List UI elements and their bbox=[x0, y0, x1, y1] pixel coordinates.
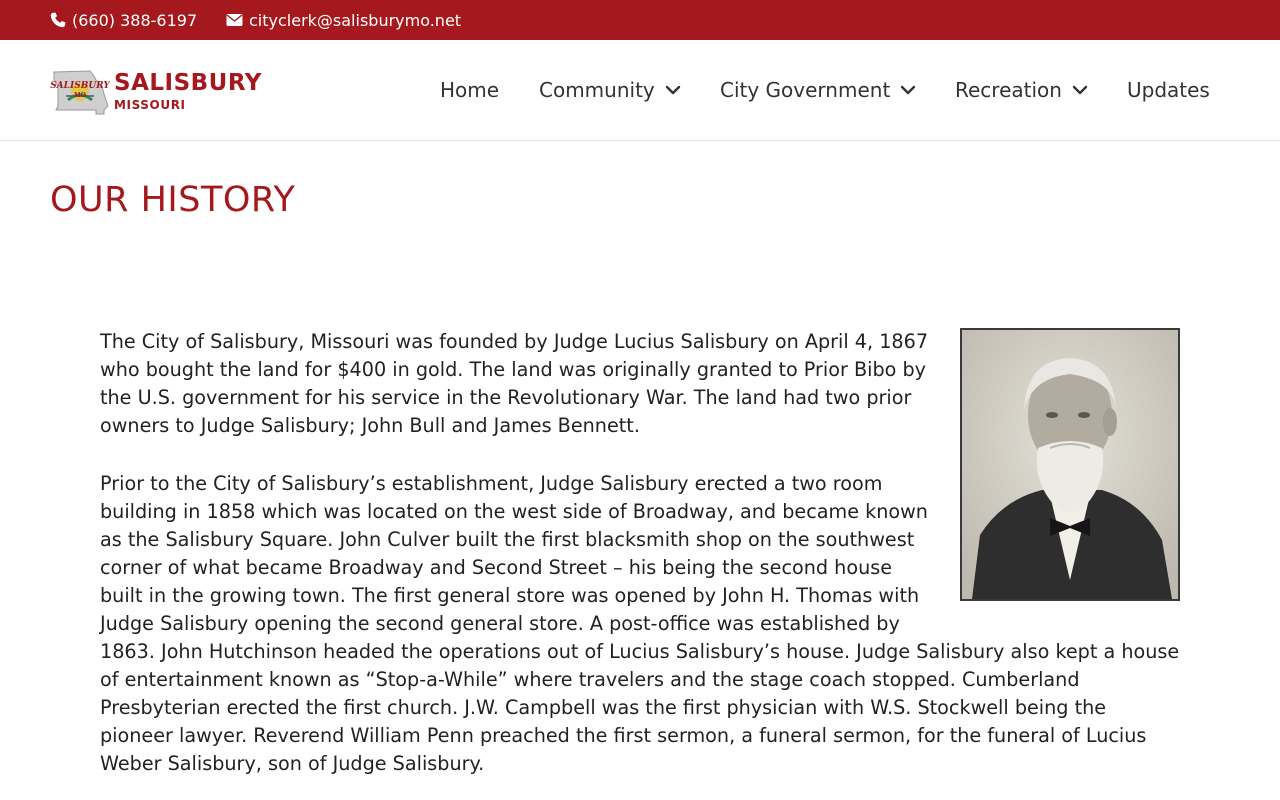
page-title: OUR HISTORY bbox=[50, 180, 296, 220]
chevron-down-icon bbox=[1072, 85, 1088, 95]
chevron-down-icon bbox=[900, 85, 916, 95]
phone-number: (660) 388-6197 bbox=[72, 10, 198, 30]
email-link[interactable] bbox=[226, 0, 461, 40]
phone-icon bbox=[50, 12, 66, 28]
top-contact-bar bbox=[0, 0, 1280, 40]
logo-subtitle: MISSOURI bbox=[114, 97, 186, 112]
nav-item-label: Updates bbox=[1127, 78, 1210, 102]
history-content bbox=[100, 328, 1180, 800]
logo-wordmark bbox=[114, 69, 262, 112]
nav-item-community[interactable] bbox=[539, 40, 681, 140]
history-paragraph: The City of Salisbury, Missouri was founded by Judge Lucius Salisbury on April 4, 1867 who bought the land for $400 in gold. The land was originally granted to Prior Bibo by the U.S. government for his service in the Revolutionary War. The land had two prior owners to Judge Salisbury; John Bull and James Bennett. bbox=[100, 330, 929, 437]
site-header bbox=[0, 40, 1280, 141]
missouri-emblem-icon bbox=[50, 66, 110, 116]
logo-title: SALISBURY bbox=[114, 69, 262, 96]
nav-item-recreation[interactable] bbox=[955, 40, 1088, 140]
nav-item-label: Home bbox=[440, 78, 500, 102]
nav-item-updates[interactable] bbox=[1127, 40, 1210, 140]
nav-item-label: Community bbox=[539, 78, 655, 102]
phone-link[interactable] bbox=[50, 0, 197, 40]
email-address: cityclerk@salisburymo.net bbox=[249, 10, 462, 30]
nav-item-city-government[interactable] bbox=[720, 40, 916, 140]
nav-item-home[interactable] bbox=[440, 40, 499, 140]
envelope-icon bbox=[226, 13, 243, 27]
nav-item-label: City Government bbox=[720, 78, 891, 102]
nav-item-label: Recreation bbox=[955, 78, 1062, 102]
svg-text:SALISBURY: SALISBURY bbox=[50, 81, 110, 91]
history-paragraph: Prior to the City of Salisbury’s establishment, Judge Salisbury erected a two room building in 1858 which was located on the west side of Broadway, and became known as the Salisbury Square. John Culver built the first blacksmith shop on the southwest corner of what became Broadway and Second Street – his being the second house built in the growing town. The first general store was opened by John H. Thomas with Judge Salisbury opening the second general store. A post-office was established by 1863. John Hutchinson headed the operations out of Lucius Salisbury’s house. Judge Salisbury also kept a house of entertainment known as “Stop-a-While” where travelers and the stage coach stopped. Cumberland Presbyterian erected the first church. J.W. Campbell was the first physician with W.S. Stockwell being the pioneer lawyer. Reverend William Penn preached the first sermon, a funeral sermon, for the funeral of Lucius Weber Salisbury, son of Judge Salisbury. bbox=[100, 472, 1180, 775]
site-logo[interactable] bbox=[50, 64, 290, 118]
portrait-image bbox=[960, 328, 1180, 601]
svg-text:MO: MO bbox=[74, 92, 86, 99]
chevron-down-icon bbox=[665, 85, 681, 95]
